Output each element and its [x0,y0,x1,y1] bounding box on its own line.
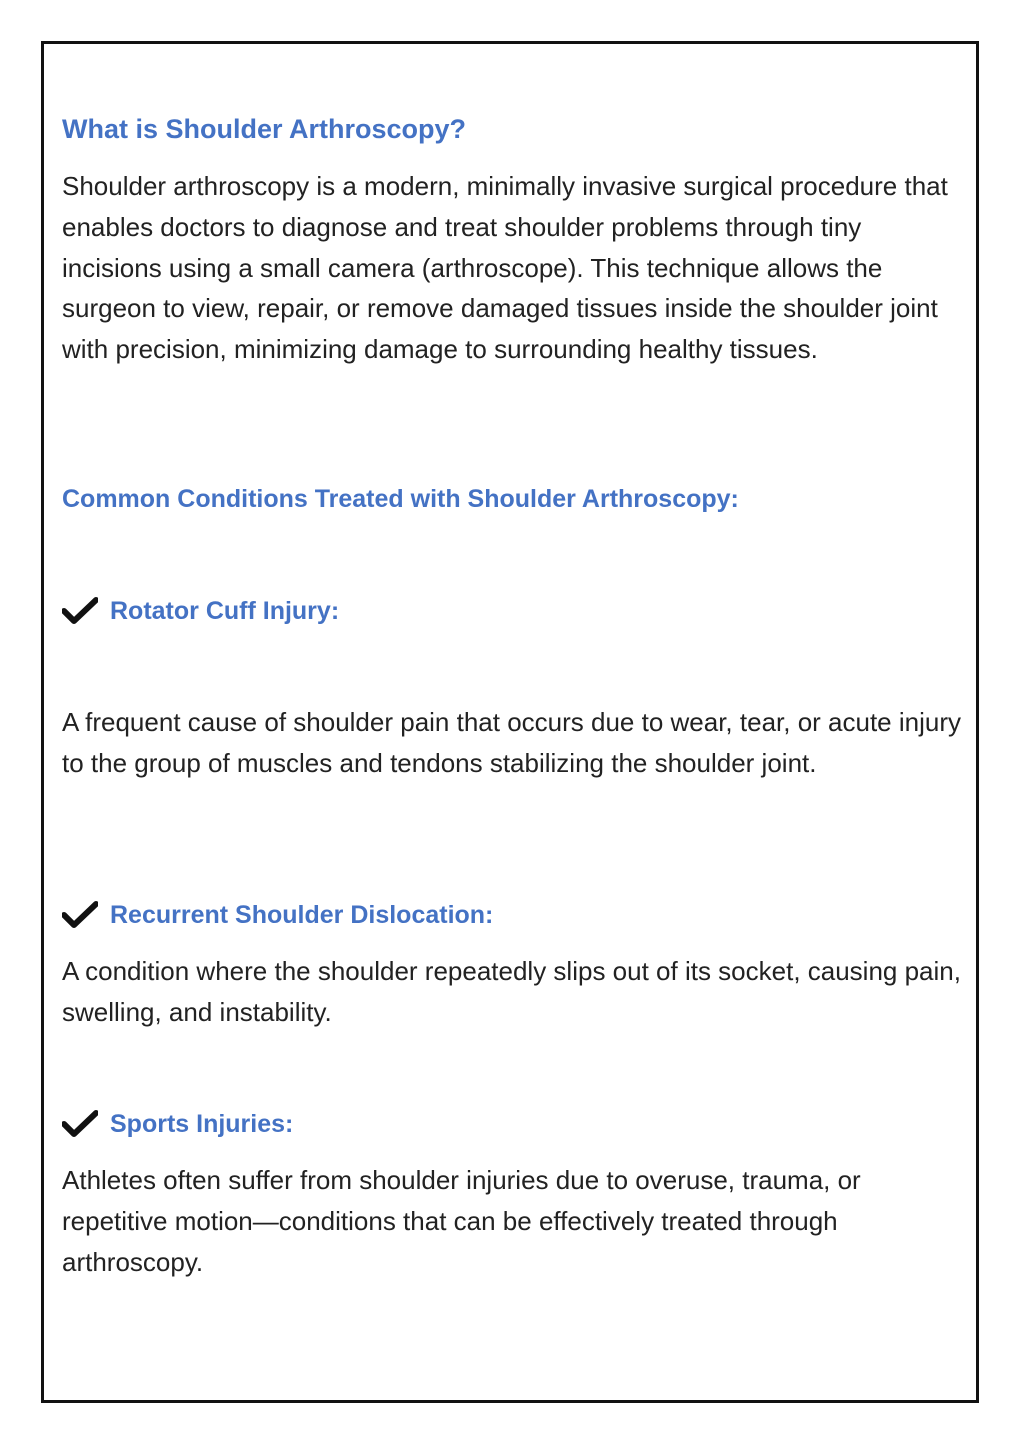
conditions-heading: Common Conditions Treated with Shoulder Arthroscopy: [62,485,739,513]
condition-description: A condition where the shoulder repeatedly slips out of its socket, causing pain, swelling, and instability. [62,956,961,1027]
checkmark-icon [62,901,98,929]
checkmark-icon [62,1110,98,1138]
condition-description: A frequent cause of shoulder pain that occurs due to wear, tear, or acute injury to the group of muscles and tendons stabilizing the shoulder joint. [62,707,961,778]
condition-item-title-row [62,1108,962,1140]
condition-title: Rotator Cuff Injury: [110,597,340,625]
condition-title: Recurrent Shoulder Dislocation: [110,901,494,929]
condition-item-title-row [62,595,962,627]
page-title: What is Shoulder Arthroscopy? [62,114,467,144]
condition-description: Athletes often suffer from shoulder injuries due to overuse, trauma, or repetitive motion—conditions that can be effectively treated through arthroscopy. [62,1165,861,1277]
checkmark-icon [62,597,98,625]
intro-paragraph: Shoulder arthroscopy is a modern, minimally invasive surgical procedure that enables doctors to diagnose and treat shoulder problems through tiny incisions using a small camera (arthroscope). This technique allows the surgeon to view, repair, or remove damaged tissues inside the shoulder joint with precision, minimizing damage to surrounding healthy tissues. [62,171,948,365]
condition-title: Sports Injuries: [110,1110,294,1138]
condition-item-title-row [62,899,962,931]
